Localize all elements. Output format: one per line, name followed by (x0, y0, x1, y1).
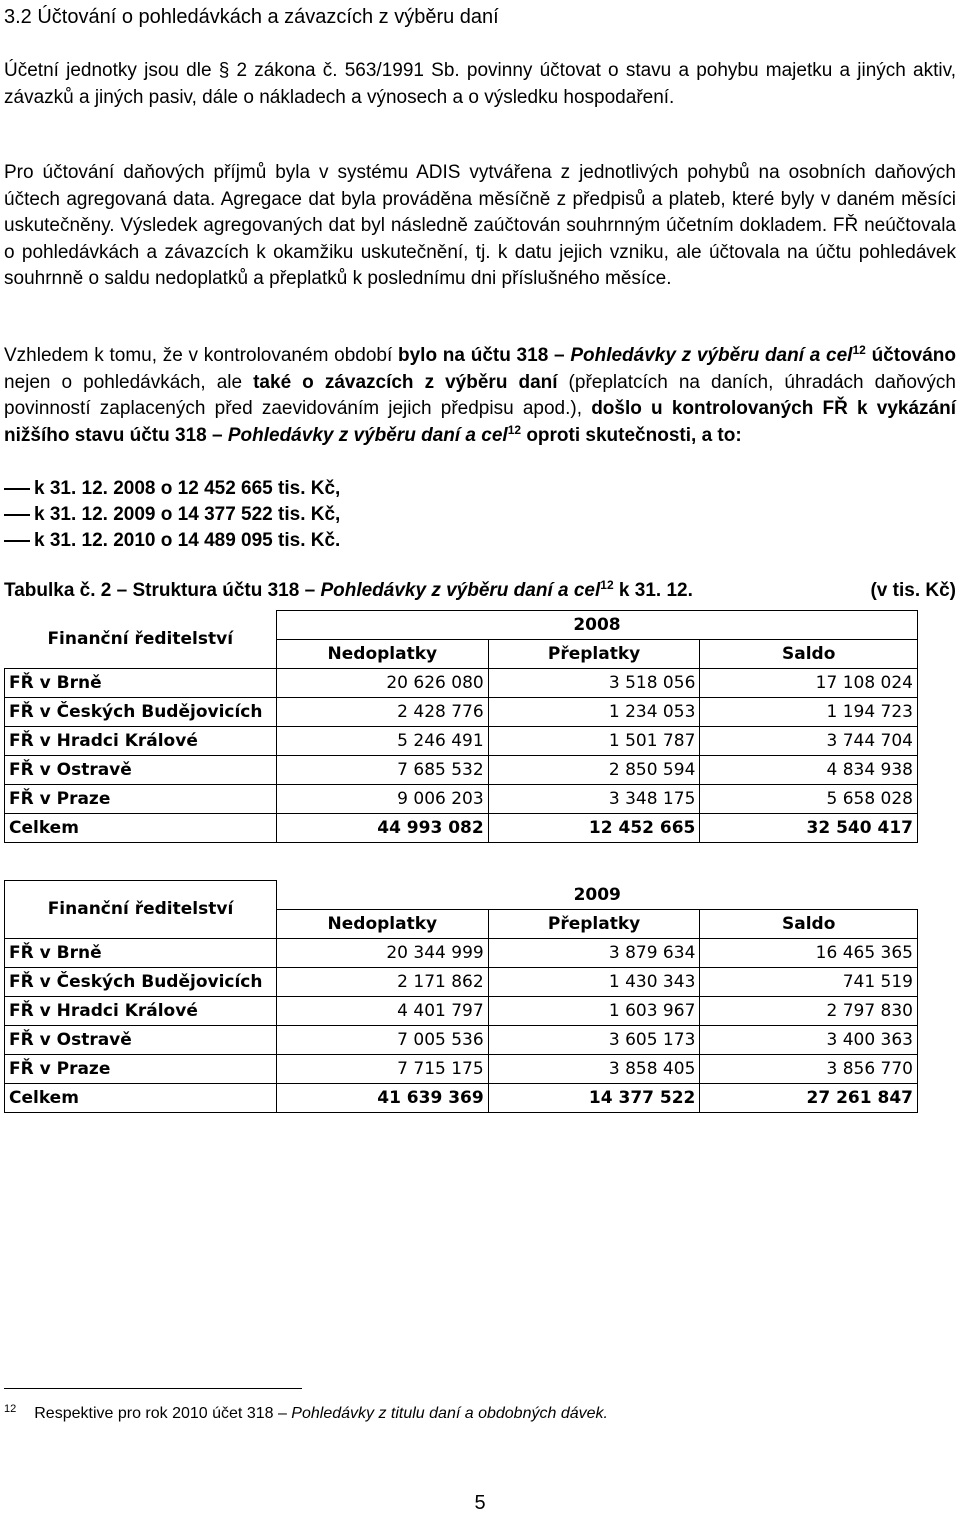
findings-account-name-2: Pohledávky z výběru daní a cel (227, 424, 508, 446)
caption-text: Tabulka č. 2 – Struktura účtu 318 – (4, 580, 321, 601)
table-row (5, 967, 918, 996)
table-row (5, 727, 918, 756)
caption-date: k 31. 12. (613, 580, 693, 601)
table-2008 (4, 610, 918, 843)
table-caption (4, 578, 956, 604)
header-balance: Saldo (700, 909, 918, 938)
paragraph-adis-aggregation: Pro účtování daňových příjmů byla v systému ADIS vytvářena z jednotlivých pohybů na osobních daňových účtech agregovaná data. Agregace dat byla prováděna měsíčně z předpisů a plateb, které byly v daném měsíci uskutečněny. Výsledek agregovaných dat byl následně zaúčtován souhrnným účetním dokladem. FŘ neúčtovala o pohledávkách a závazcích k okamžiku uskutečnění, tj. k datu jejich vzniku, ale účtovala na účtu pohledávek souhrnně o saldu nedoplatků a přeplatků k poslednímu dni příslušného měsíce. (4, 162, 956, 289)
table-row (5, 756, 918, 785)
caption-account-name: Pohledávky z výběru daní a cel (320, 580, 601, 601)
header-finance-directorate: Finanční ředitelství (5, 881, 277, 939)
paragraph-findings (4, 343, 956, 449)
total-label: Celkem (5, 814, 277, 843)
bullet-2008 (4, 476, 340, 502)
footnote (4, 1398, 608, 1425)
cell-overpayments: 1 501 787 (488, 727, 700, 756)
dash-mark (4, 514, 30, 516)
cell-balance: 1 194 723 (700, 698, 918, 727)
caption-footnote-ref: 12 (600, 578, 614, 592)
findings-text-4: nejen o pohledávkách, ale (4, 371, 254, 393)
header-year: 2009 (276, 881, 917, 910)
cell-balance: 741 519 (700, 967, 918, 996)
row-name: FŘ v Praze (5, 1054, 277, 1083)
header-finance-directorate: Finanční ředitelství (5, 611, 277, 669)
findings-text-2: bylo na účtu 318 – (398, 345, 571, 366)
findings-text-7: došlo u kontrolovaných FŘ k vykázání nižšího stavu účtu 318 – (4, 398, 957, 446)
row-name: FŘ v Českých Budějovicích (5, 698, 277, 727)
cell-arrears: 5 246 491 (276, 727, 488, 756)
total-overpayments: 14 377 522 (488, 1083, 700, 1112)
row-name: FŘ v Brně (5, 669, 277, 698)
cell-arrears: 9 006 203 (276, 785, 488, 814)
total-label: Celkem (5, 1083, 277, 1112)
header-arrears: Nedoplatky (276, 909, 488, 938)
cell-balance: 17 108 024 (700, 669, 918, 698)
cell-balance: 4 834 938 (700, 756, 918, 785)
table-row (5, 938, 918, 967)
cell-arrears: 7 005 536 (276, 1025, 488, 1054)
cell-overpayments: 1 234 053 (488, 698, 700, 727)
findings-text-1: Vzhledem k tomu, že v kontrolovaném období (4, 345, 398, 366)
findings-account-name-1: Pohledávky z výběru daní a cel (570, 345, 853, 366)
table-row (5, 669, 918, 698)
total-balance: 27 261 847 (700, 1083, 918, 1112)
section-heading: 3.2 Účtování o pohledávkách a závazcích z výběru daní (4, 6, 499, 28)
bullet-2009 (4, 502, 340, 528)
table-row (5, 1054, 918, 1083)
cell-overpayments: 1 430 343 (488, 967, 700, 996)
cell-balance: 16 465 365 (700, 938, 918, 967)
row-name: FŘ v Praze (5, 785, 277, 814)
table-row (5, 785, 918, 814)
total-arrears: 41 639 369 (276, 1083, 488, 1112)
cell-overpayments: 3 858 405 (488, 1054, 700, 1083)
findings-text-5: také o závazcích z výběru daní (253, 371, 558, 393)
footnote-separator (4, 1388, 302, 1389)
cell-overpayments: 2 850 594 (488, 756, 700, 785)
findings-text-3: účtováno (865, 345, 957, 366)
row-name: FŘ v Brně (5, 938, 277, 967)
total-overpayments: 12 452 665 (488, 814, 700, 843)
footnote-ref-1: 12 (852, 343, 866, 357)
dash-mark (4, 540, 30, 542)
footnote-ref-2: 12 (507, 422, 522, 437)
cell-balance: 3 856 770 (700, 1054, 918, 1083)
row-name: FŘ v Hradci Králové (5, 996, 277, 1025)
table-row (5, 996, 918, 1025)
table-2009 (4, 880, 918, 1113)
bullet-2008-text: k 31. 12. 2008 o 12 452 665 tis. Kč, (34, 478, 341, 499)
header-balance: Saldo (700, 640, 918, 669)
dash-mark (4, 488, 30, 490)
footnote-text: Respektive pro rok 2010 účet 318 – (34, 1405, 292, 1422)
bullet-2010-text: k 31. 12. 2010 o 14 489 095 tis. Kč. (34, 530, 341, 551)
row-name: FŘ v Ostravě (5, 756, 277, 785)
cell-arrears: 7 685 532 (276, 756, 488, 785)
cell-balance: 2 797 830 (700, 996, 918, 1025)
caption-unit: (v tis. Kč) (870, 580, 956, 601)
header-arrears: Nedoplatky (276, 640, 488, 669)
cell-overpayments: 3 348 175 (488, 785, 700, 814)
cell-balance: 3 744 704 (700, 727, 918, 756)
cell-overpayments: 1 603 967 (488, 996, 700, 1025)
cell-arrears: 7 715 175 (276, 1054, 488, 1083)
paragraph-accounting-duty: Účetní jednotky jsou dle § 2 zákona č. 563/1991 Sb. povinny účtovat o stavu a pohybu majetku a jiných aktiv, závazků a jiných pasiv, dále o nákladech a výnosech a o výsledku hospodaření. (4, 60, 956, 108)
header-overpayments: Přeplatky (488, 640, 700, 669)
cell-balance: 5 658 028 (700, 785, 918, 814)
cell-arrears: 4 401 797 (276, 996, 488, 1025)
cell-arrears: 20 626 080 (276, 669, 488, 698)
table-row (5, 698, 918, 727)
table-total-row (5, 1083, 918, 1112)
cell-arrears: 2 171 862 (276, 967, 488, 996)
row-name: FŘ v Českých Budějovicích (5, 967, 277, 996)
cell-arrears: 20 344 999 (276, 938, 488, 967)
page-number: 5 (474, 1492, 486, 1514)
header-overpayments: Přeplatky (488, 909, 700, 938)
findings-text-6: (přeplatcích na daních, úhradách daňových povinností zaplacených před zaevidováním jejich předpisu apod.), (4, 371, 956, 419)
row-name: FŘ v Hradci Králové (5, 727, 277, 756)
table-row (5, 1025, 918, 1054)
row-name: FŘ v Ostravě (5, 1025, 277, 1054)
cell-overpayments: 3 518 056 (488, 669, 700, 698)
total-arrears: 44 993 082 (276, 814, 488, 843)
bullet-2009-text: k 31. 12. 2009 o 14 377 522 tis. Kč, (34, 504, 341, 525)
footnote-account-name: Pohledávky z titulu daní a obdobných dávek. (291, 1405, 608, 1422)
header-year: 2008 (276, 611, 917, 640)
cell-overpayments: 3 879 634 (488, 938, 700, 967)
cell-balance: 3 400 363 (700, 1025, 918, 1054)
cell-arrears: 2 428 776 (276, 698, 488, 727)
cell-overpayments: 3 605 173 (488, 1025, 700, 1054)
bullet-2010 (4, 528, 340, 554)
table-total-row (5, 814, 918, 843)
findings-text-8: oproti skutečnosti, a to: (521, 424, 742, 446)
footnote-number: 12 (4, 1403, 17, 1415)
total-balance: 32 540 417 (700, 814, 918, 843)
